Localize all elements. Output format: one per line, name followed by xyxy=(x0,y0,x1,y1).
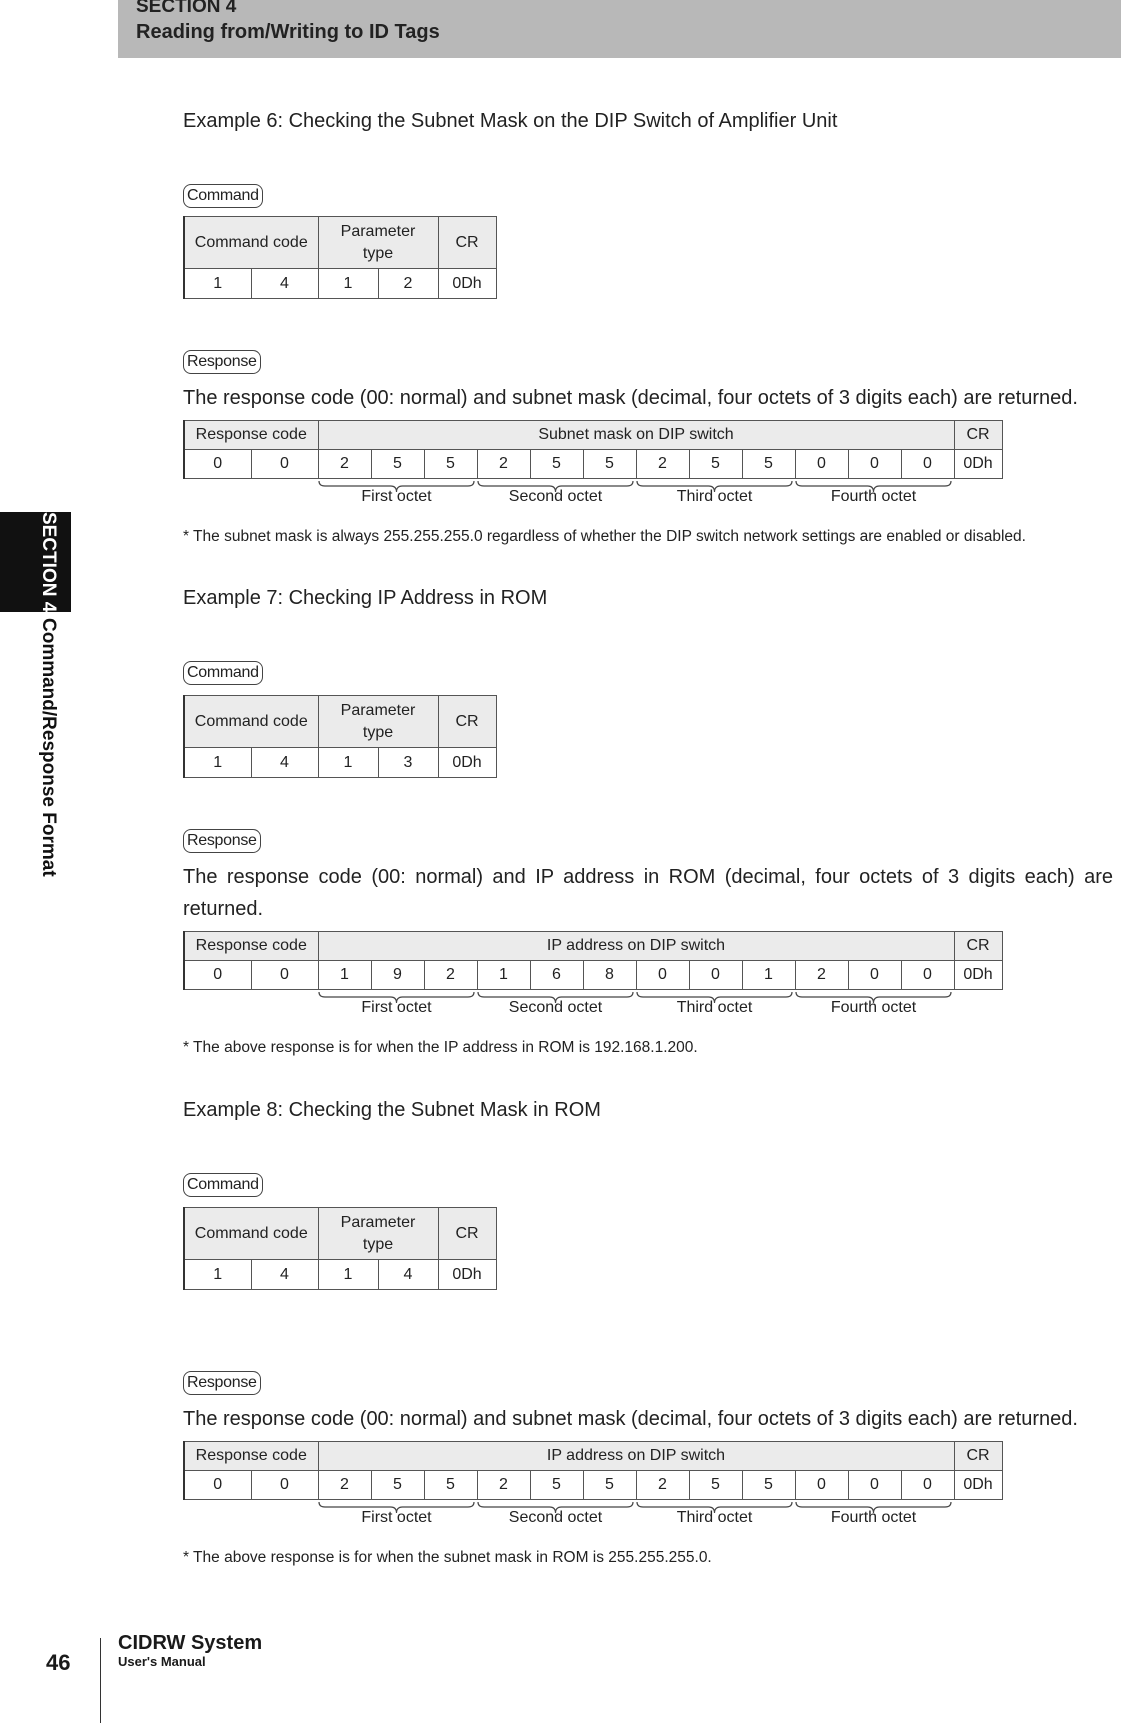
response-cell: 0 xyxy=(636,961,689,990)
command-cell: 0Dh xyxy=(438,1260,496,1290)
command-label: Command xyxy=(183,1173,263,1197)
response-data-header: IP address on DIP switch xyxy=(318,1442,954,1471)
command-cell: 1 xyxy=(184,269,251,299)
command-table xyxy=(183,695,497,778)
response-cell: 2 xyxy=(636,1471,689,1500)
octet-label: Third octet xyxy=(676,1509,753,1526)
response-cell: 0 xyxy=(848,450,901,479)
product-name: CIDRW System xyxy=(118,1632,263,1654)
response-table xyxy=(183,931,1003,990)
footer-divider xyxy=(100,1638,101,1723)
octet-label: Fourth octet xyxy=(830,488,917,505)
response-cell: 5 xyxy=(742,1471,795,1500)
response-cell: 5 xyxy=(371,450,424,479)
example-note: * The above response is for when the IP address in ROM is 192.168.1.200. xyxy=(183,1039,698,1056)
side-tab-label: Command/Response Format xyxy=(38,618,59,877)
octet-label: Second octet xyxy=(508,1509,603,1526)
command-cell: 2 xyxy=(378,269,438,299)
example-note: * The subnet mask is always 255.255.255.0 regardless of whether the DIP switch network settings are enabled or disabled. xyxy=(183,528,1026,545)
command-cell: 0Dh xyxy=(438,748,496,778)
response-code-header: Response code xyxy=(184,421,318,450)
parameter-header-line2: type xyxy=(362,723,394,741)
response-cell: 0 xyxy=(795,1471,848,1500)
section-number: SECTION 4 xyxy=(136,0,237,17)
parameter-header-line2: type xyxy=(362,244,394,262)
octet-label: First octet xyxy=(361,999,432,1016)
command-cell: 1 xyxy=(318,748,378,778)
command-cell: 4 xyxy=(251,269,318,299)
manual-name: User's Manual xyxy=(118,1654,206,1669)
parameter-header-line1: Parameter xyxy=(340,1213,416,1231)
page-number: 46 xyxy=(46,1650,71,1675)
response-cell: 0 xyxy=(901,1471,954,1500)
side-tab xyxy=(0,512,71,612)
command-table xyxy=(183,1207,497,1290)
command-cell: 1 xyxy=(184,1260,251,1290)
response-cell: 0 xyxy=(848,961,901,990)
response-cell: 5 xyxy=(424,1471,477,1500)
response-table xyxy=(183,420,1003,479)
command-cell: 4 xyxy=(251,1260,318,1290)
parameter-header-line1: Parameter xyxy=(340,222,416,240)
response-data-header: IP address on DIP switch xyxy=(318,932,954,961)
example-title: Example 8: Checking the Subnet Mask in ROM xyxy=(183,1099,601,1121)
side-tab-section: SECTION 4 xyxy=(38,512,59,613)
command-cell: 1 xyxy=(318,269,378,299)
command-code-header: Command code xyxy=(184,696,318,748)
response-label: Response xyxy=(183,1371,261,1395)
response-cell: 9 xyxy=(371,961,424,990)
section-title: Reading from/Writing to ID Tags xyxy=(136,21,440,43)
response-cell: 0Dh xyxy=(954,961,1002,990)
octet-label: Fourth octet xyxy=(830,999,917,1016)
response-cell: 2 xyxy=(318,1471,371,1500)
parameter-type-header xyxy=(318,1208,438,1260)
response-label: Response xyxy=(183,829,261,853)
command-table xyxy=(183,216,497,299)
response-cell: 0 xyxy=(184,1471,251,1500)
command-label: Command xyxy=(183,184,263,208)
response-cell: 6 xyxy=(530,961,583,990)
response-description: The response code (00: normal) and IP address in ROM (decimal, four octets of 3 digits each) are returned. xyxy=(183,866,1113,920)
response-data-header: Subnet mask on DIP switch xyxy=(318,421,954,450)
octet-label: First octet xyxy=(361,1509,432,1526)
response-cell: 0 xyxy=(251,1471,318,1500)
side-tab-text xyxy=(37,512,59,877)
response-description: The response code (00: normal) and subnet mask (decimal, four octets of 3 digits each) are returned. xyxy=(183,1408,1078,1430)
response-cell: 5 xyxy=(530,450,583,479)
command-cell: 0Dh xyxy=(438,269,496,299)
response-cell: 5 xyxy=(424,450,477,479)
response-cr-header: CR xyxy=(954,932,1002,961)
response-cell: 5 xyxy=(689,1471,742,1500)
example-note: * The above response is for when the subnet mask in ROM is 255.255.255.0. xyxy=(183,1549,712,1566)
command-label: Command xyxy=(183,661,263,685)
cr-header: CR xyxy=(438,696,496,748)
response-code-header: Response code xyxy=(184,932,318,961)
parameter-header-line1: Parameter xyxy=(340,701,416,719)
parameter-header-line2: type xyxy=(362,1235,394,1253)
response-cell: 2 xyxy=(795,961,848,990)
octet-label: Second octet xyxy=(508,999,603,1016)
octet-label: Third octet xyxy=(676,999,753,1016)
example-title: Example 6: Checking the Subnet Mask on the DIP Switch of Amplifier Unit xyxy=(183,110,838,132)
response-cell: 0 xyxy=(848,1471,901,1500)
response-cell: 0 xyxy=(795,450,848,479)
response-cr-header: CR xyxy=(954,1442,1002,1471)
response-cell: 1 xyxy=(742,961,795,990)
response-table xyxy=(183,1441,1003,1500)
response-cell: 1 xyxy=(477,961,530,990)
response-cell: 0Dh xyxy=(954,450,1002,479)
response-cell: 5 xyxy=(742,450,795,479)
command-code-header: Command code xyxy=(184,1208,318,1260)
response-cr-header: CR xyxy=(954,421,1002,450)
response-cell: 0Dh xyxy=(954,1471,1002,1500)
response-cell: 2 xyxy=(477,450,530,479)
parameter-type-header xyxy=(318,217,438,269)
response-cell: 5 xyxy=(371,1471,424,1500)
response-cell: 0 xyxy=(901,450,954,479)
command-cell: 4 xyxy=(251,748,318,778)
command-cell: 1 xyxy=(184,748,251,778)
response-cell: 0 xyxy=(184,961,251,990)
response-cell: 5 xyxy=(530,1471,583,1500)
command-cell: 1 xyxy=(318,1260,378,1290)
octet-label: Second octet xyxy=(508,488,603,505)
response-cell: 8 xyxy=(583,961,636,990)
response-cell: 0 xyxy=(251,450,318,479)
response-cell: 5 xyxy=(583,450,636,479)
response-cell: 2 xyxy=(477,1471,530,1500)
command-cell: 3 xyxy=(378,748,438,778)
response-cell: 5 xyxy=(689,450,742,479)
command-cell: 4 xyxy=(378,1260,438,1290)
response-cell: 5 xyxy=(583,1471,636,1500)
octet-label: First octet xyxy=(361,488,432,505)
parameter-type-header xyxy=(318,696,438,748)
response-cell: 2 xyxy=(424,961,477,990)
response-cell: 0 xyxy=(689,961,742,990)
response-cell: 0 xyxy=(184,450,251,479)
octet-label: Fourth octet xyxy=(830,1509,917,1526)
response-label: Response xyxy=(183,350,261,374)
cr-header: CR xyxy=(438,217,496,269)
section-header xyxy=(118,0,1121,58)
example-title: Example 7: Checking IP Address in ROM xyxy=(183,587,548,609)
response-cell: 0 xyxy=(901,961,954,990)
response-cell: 1 xyxy=(318,961,371,990)
response-cell: 2 xyxy=(318,450,371,479)
cr-header: CR xyxy=(438,1208,496,1260)
response-description: The response code (00: normal) and subnet mask (decimal, four octets of 3 digits each) are returned. xyxy=(183,387,1078,409)
octet-label: Third octet xyxy=(676,488,753,505)
response-code-header: Response code xyxy=(184,1442,318,1471)
response-cell: 0 xyxy=(251,961,318,990)
command-code-header: Command code xyxy=(184,217,318,269)
response-cell: 2 xyxy=(636,450,689,479)
